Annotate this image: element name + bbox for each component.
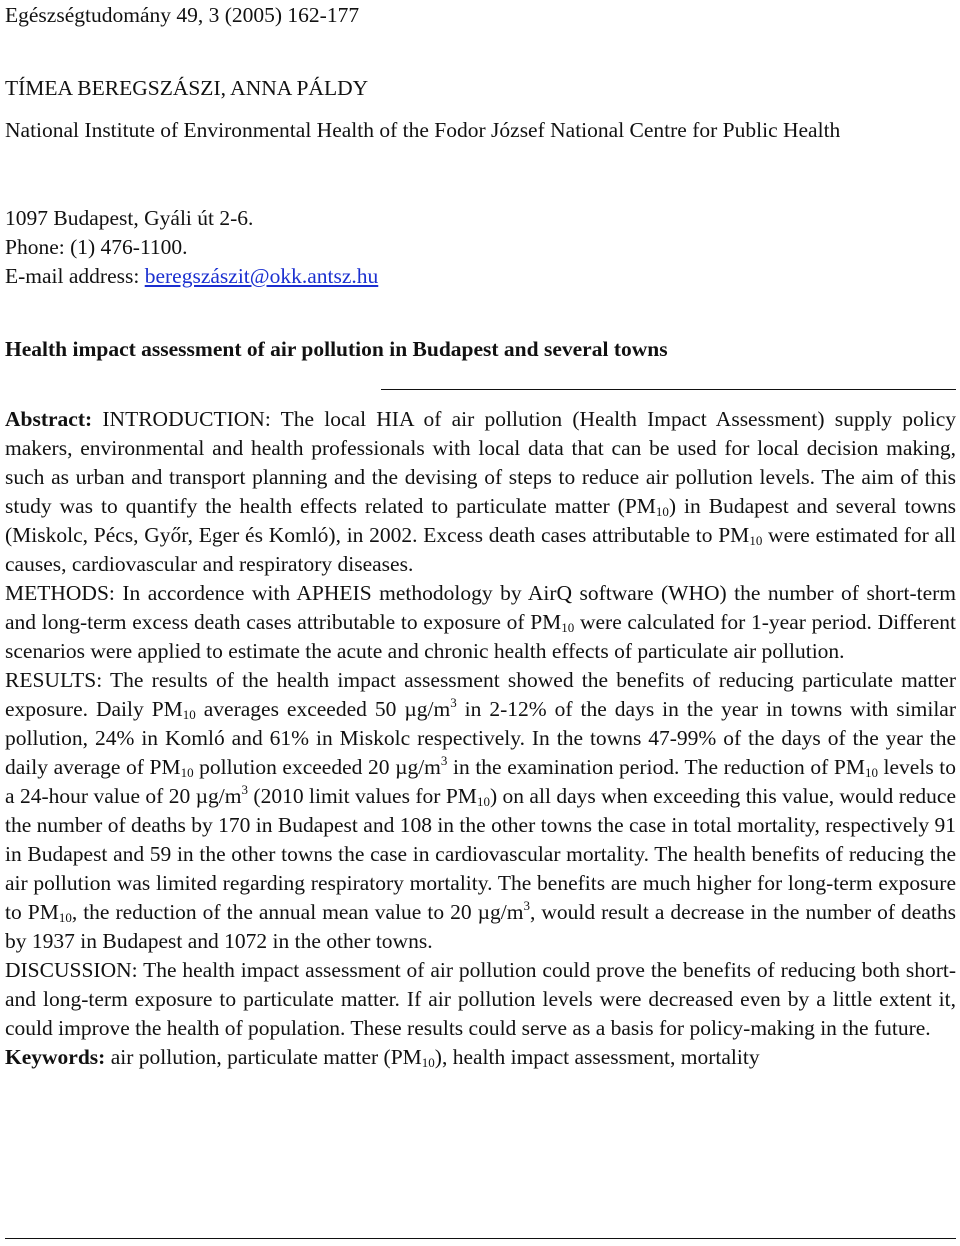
- authors: TÍMEA BEREGSZÁSZI, ANNA PÁLDY: [5, 76, 369, 100]
- keywords-label: Keywords:: [5, 1045, 106, 1069]
- abstract-discussion: DISCUSSION: The health impact assessment of air pollution could prove the benefits of reducing both short- and long-term exposure to particulate matter. If air pollution levels were decreased even by a little extent it, could improve the health of population. These results could serve as a basis for policy-making in the future.: [5, 958, 956, 1040]
- journal-citation: Egészségtudomány 49, 3 (2005) 162-177: [5, 3, 360, 27]
- abstract-methods: METHODS: In accordence with APHEIS methodology by AirQ software (WHO) the number of short-term and long-term excess death cases attributable to exposure of $PM_{10}$ were calculated for 1-year period. Different scenarios were applied to estimate the acute and chronic health effects of particulate air pollution.: [5, 581, 956, 663]
- phone-number: Phone: (1) 476-1100.: [5, 235, 188, 259]
- abstract-results: RESULTS: The results of the health impact assessment showed the benefits of reducing particulate matter exposure. Daily $PM_{10}$ averages exceeded 50 $\mu g/m^3$ in 2-12% of the days in the year in towns with similar pollution, 24% in Komló and 61% in Miskolc respectively. In the towns 47-99% of the days of the year the daily average of $PM_{10}$ pollution exceeded 20 $\mu g/m^3$ in the examination period. The reduction of $PM_{10}$ levels to a 24-hour value of 20 $\mu g/m^3$ (2010 limit values for $PM_{10}$) on all days when exceeding this value, would reduce the number of deaths by 170 in Budapest and 108 in the other towns the case in total mortality, respectively 91 in Budapest and 59 in the other towns the case in cardiovascular mortality. The health benefits of reducing the air pollution was limited regarding respiratory mortality. The benefits are much higher for long-term exposure to $PM_{10}$, the reduction of the annual mean value to 20 $\mu g/m^3$, would result a decrease in the number of deaths by 1937 in Budapest and 1072 in the other towns.: [5, 668, 957, 953]
- keywords: Keywords: air pollution, particulate matter $(PM_{10})$, health impact assessment, mortality: [5, 1045, 760, 1070]
- title-divider: [381, 389, 956, 390]
- abstract: [5, 405, 956, 1072]
- postal-address: 1097 Budapest, Gyáli út 2-6.: [5, 206, 254, 230]
- abstract-introduction: Abstract: INTRODUCTION: The local HIA of air pollution (Health Impact Assessment) supply policy makers, environmental and health professionals with local data that can be used for local decision making, such as urban and transport planning and the devising of steps to reduce air pollution levels. The aim of this study was to quantify the health effects related to particulate matter $(PM_{10})$ in Budapest and several towns (Miskolc, Pécs, Győr, Eger és Komló), in 2002. Excess death cases attributable to $PM_{10}$ were estimated for all causes, cardiovascular and respiratory diseases.: [5, 407, 956, 576]
- footer-divider: [5, 1238, 956, 1239]
- affiliation: National Institute of Environmental Health of the Fodor József National Centre for Public Health: [5, 118, 841, 142]
- email-line: [5, 262, 378, 291]
- abstract-label: Abstract:: [5, 407, 93, 431]
- email-link[interactable]: beregszászit@okk.antsz.hu: [144, 264, 379, 288]
- paper-title: Health impact assessment of air pollution in Budapest and several towns: [5, 337, 668, 361]
- email-label: E-mail address:: [5, 264, 145, 288]
